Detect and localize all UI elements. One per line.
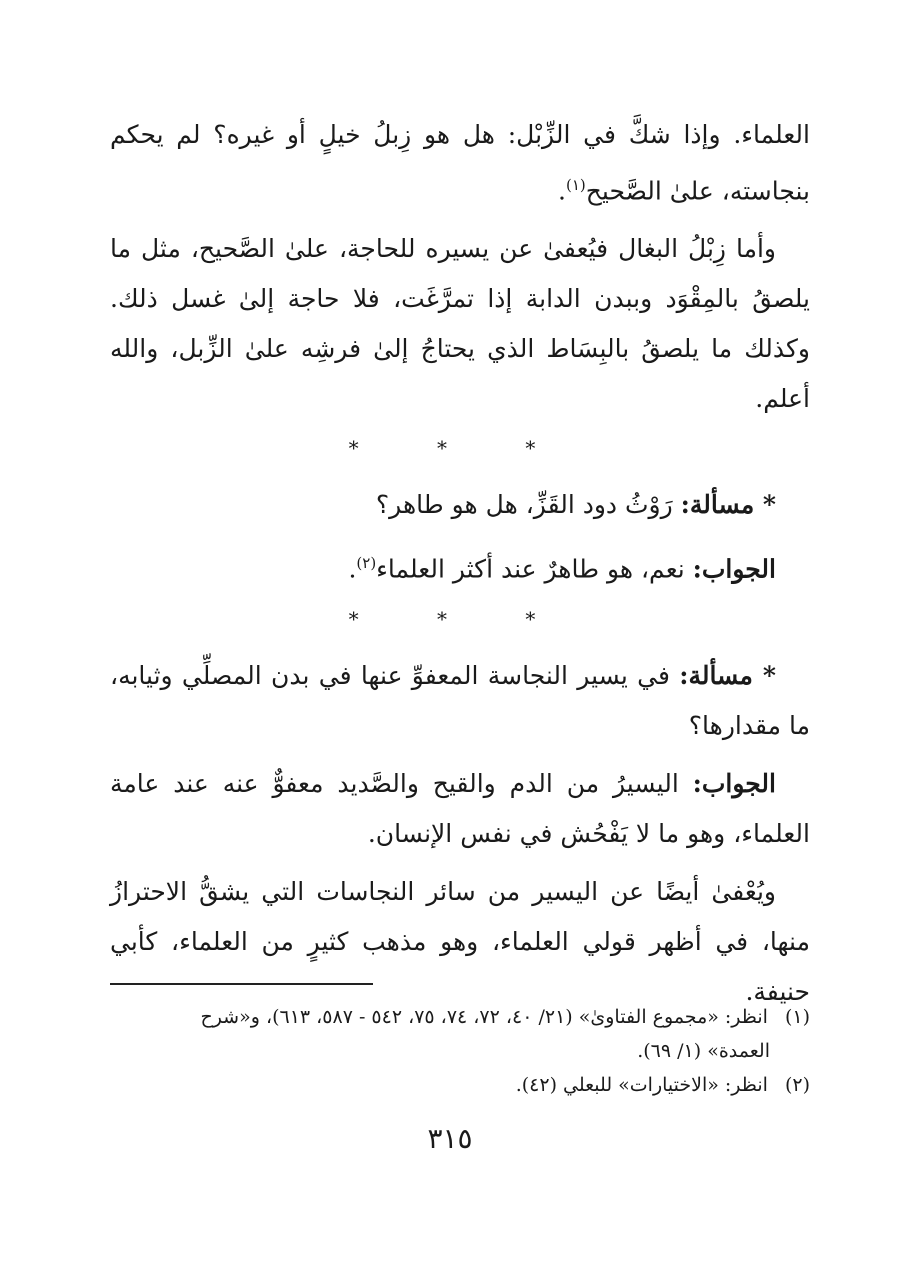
answer-2-text: اليسيرُ من الدم والقيح والصَّديد معفوٌّ عنه عند عامة العلماء، وهو ما لا يَفْحُش في نفس الإنسان. — [110, 768, 810, 848]
paragraph-last: ويُعْفىٰ أيضًا عن اليسير من سائر النجاسات التي يشقُّ الاحترازُ منها، في أظهر قولي العلماء، وهو مذهب كثيرٍ من العلماء، كأبي حنيفة. — [110, 876, 810, 1006]
footnote-1-number: (١) — [784, 1006, 810, 1028]
question-2-label: * مسألة: — [679, 660, 776, 690]
footnote-ref-1: (١) — [566, 176, 586, 194]
answer-1-label: الجواب: — [692, 554, 776, 584]
separator-stars-2: * * * — [348, 606, 572, 631]
footnote-1-line-1: انظر: «مجموع الفتاوىٰ» (٢١/ ٤٠، ٧٢، ٧٤، ٧٥، ٥٤٢ - ٥٨٧، ٦١٣)، و«شرح — [200, 1006, 768, 1028]
paragraph-1 — [110, 110, 810, 216]
question-2 — [110, 651, 810, 751]
answer-2 — [110, 759, 810, 859]
question-2-text: في يسير النجاسة المعفوِّ عنها في بدن المصلِّي وثيابه، ما مقدارها؟ — [110, 660, 810, 740]
footnote-ref-2: (٢) — [356, 554, 377, 573]
answer-1-end: . — [348, 554, 357, 584]
footnote-2 — [110, 1068, 810, 1102]
question-1 — [110, 480, 810, 530]
answer-1-text: نعم، هو طاهرٌ عند أكثر العلماء — [376, 554, 685, 584]
page-body — [110, 110, 810, 1025]
answer-1 — [110, 538, 810, 594]
answer-2-label: الجواب: — [692, 768, 776, 798]
footnote-1-continuation: العمدة» (١/ ٦٩). — [637, 1040, 770, 1062]
paragraph-1-end: . — [558, 176, 566, 206]
footnotes — [110, 1000, 810, 1102]
footnote-2-number: (٢) — [784, 1074, 810, 1096]
paragraph-2: وأما زِبْلُ البغال فيُعفىٰ عن يسيره للحاجة، علىٰ الصَّحيح، مثل ما يلصقُ بالمِقْوَد وببدن الدابة إذا تمرَّغَت، فلا حاجة إلىٰ غسل ذلك. وكذلك ما يلصقُ بالبِسَاط الذي يحتاجُ إلىٰ فرشِه علىٰ الزِّبل، والله أعلم. — [110, 234, 810, 414]
page-number: ٣١٥ — [427, 1122, 473, 1155]
paragraph-1-text: العلماء. وإذا شكَّ في الزِّبْل: هل هو زِبلُ خيلٍ أو غيره؟ لم يحكم بنجاسته، علىٰ الصَّحيح — [110, 120, 810, 206]
footnote-2-line-1: انظر: «الاختيارات» للبعلي (٤٢). — [515, 1074, 768, 1096]
footnote-divider — [110, 983, 373, 985]
question-1-label: * مسألة: — [680, 490, 776, 520]
separator-stars-1: * * * — [348, 436, 572, 461]
question-1-text: رَوْثُ دود القَزِّ، هل هو طاهر؟ — [375, 490, 673, 520]
footnote-1 — [110, 1000, 810, 1034]
